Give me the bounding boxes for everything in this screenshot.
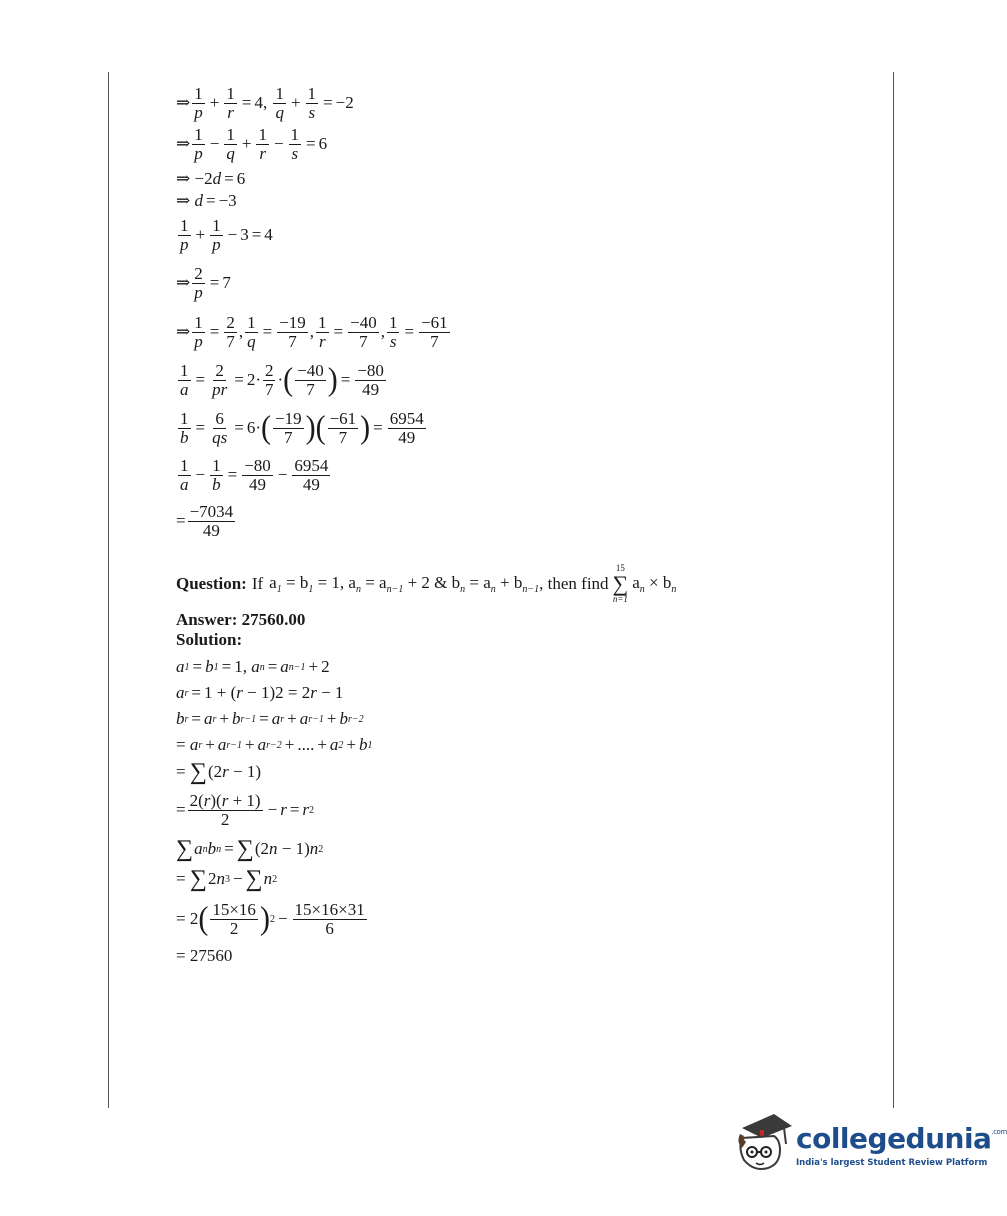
answer-value: 27560.00 — [241, 610, 306, 629]
equation-line: ⇒ $\frac{2}{p}$ = 7 — [176, 263, 231, 302]
equation-line: = $\frac{-7034}{49}$ — [176, 501, 234, 540]
solution-label: Solution: — [176, 630, 243, 649]
equation-line: = 27560 — [176, 946, 233, 965]
answer-label: Answer: — [176, 610, 238, 629]
question-line: Question: If $a_1 = b_1 = 1$, $a_n = a_{n-1} + 2$ & $b_n = a_n + b_{n-1}$ , then find 15 ∑ n=1 $a_n \times b_n$ — [176, 563, 677, 604]
collegedunia-logo — [734, 1108, 1007, 1178]
equation-line: ⇒ −2 d = 6 — [176, 169, 246, 188]
equation-line: ⇒ $\frac{1}{p}$ + $\frac{1}{r}$ = 4, $\frac{1}{q}$ + $\frac{1}{s}$ = −2 — [176, 83, 354, 122]
equation-line: b r = a r + b r−1 = a r + a r−1 + b r−2 — [176, 709, 364, 728]
equation-line: ⇒ $\frac{1}{p}$ − $\frac{1}{q}$ + $\frac{1}{r}$ − $\frac{1}{s}$ = 6 — [176, 124, 328, 163]
equation-line: = $\frac{2(r)(r + 1)}{2}$ − r = r 2 — [176, 790, 315, 829]
question-then: , then find — [539, 574, 609, 593]
equation-line: a r = 1 + ( r − 1)2 = 2 r − 1 — [176, 683, 344, 702]
equation-line: = ∑ (2 r − 1) — [176, 758, 261, 785]
equation-line: = ∑ 2 n 3 − ∑ n 2 — [176, 865, 278, 892]
answer-line — [176, 610, 876, 630]
right-margin-line — [893, 72, 894, 1108]
question-text: If — [251, 574, 264, 593]
question-label: Question: — [176, 574, 247, 593]
page-content — [176, 83, 876, 968]
equation-line: $\frac{1}{b}$ = $\frac{6}{qs}$ = 6· ( $\frac{-19}{7}$ ) ( $\frac{-61}{7}$ ) = $\frac{6954}{49}$ — [180, 408, 424, 447]
equation-line: a 1 = b 1 = 1, a n = a n−1 + 2 — [176, 657, 330, 676]
equation-line: $\frac{1}{a}$ − $\frac{1}{b}$ = $\frac{-80}{49}$ − $\frac{6954}{49}$ — [180, 455, 329, 494]
equation-line: = a r + a r−1 + a r−2 + .... + a 2 + b 1 — [176, 735, 373, 754]
equation-line: ∑ a n b n = ∑ (2 n − 1) n 2 — [176, 835, 324, 862]
equation-line: $\frac{1}{p}$ + $\frac{1}{p}$ − 3 = 4 — [180, 215, 273, 254]
equation-line: $\frac{1}{a}$ = $\frac{2}{pr}$ = 2· $\frac{2}{7}$ · ( $\frac{-40}{7}$ ) = $\frac{-80}{49}$ — [180, 360, 384, 399]
left-margin-line — [108, 72, 109, 1108]
equation-line: ⇒ d = −3 — [176, 191, 237, 210]
equation-line: ⇒ $\frac{1}{p}$ = $\frac{2}{7}$ , $\frac{1}{q}$ = $\frac{-19}{7}$ , $\frac{1}{r}$ = $\frac{-40}{7}$ , $\frac{1}{s}$ = $\frac{-61}{7}$ — [176, 312, 448, 351]
mascot-icon — [734, 1108, 794, 1178]
brand-tagline: India's largest Student Review Platform — [796, 1158, 988, 1168]
equation-line: = 2 ( $\frac{15\times 16}{2}$ ) 2 − $\frac{15\times 16\times 31}{6}$ — [176, 899, 365, 938]
brand-name: collegedunia$^{.com}$ — [796, 1122, 1007, 1155]
